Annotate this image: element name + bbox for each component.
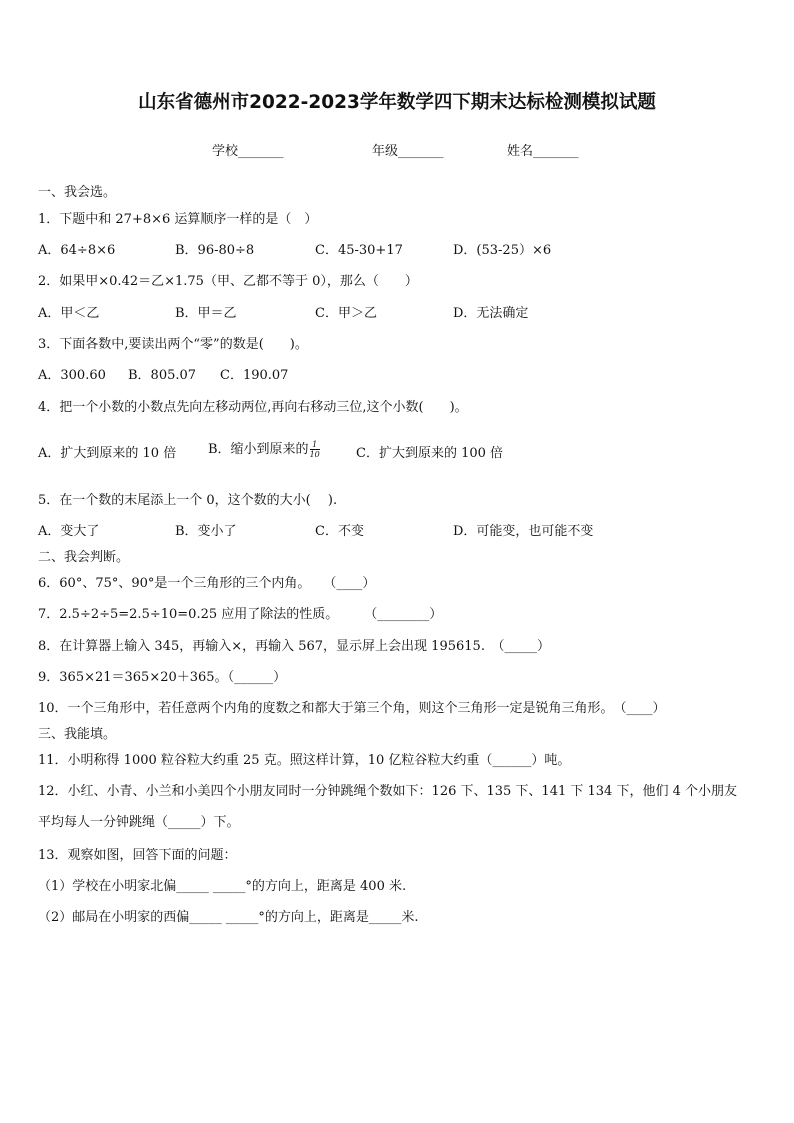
section-heading-judge: 二、我会判断。 <box>38 550 130 565</box>
q5-option-b: B．变小了 <box>175 524 237 539</box>
question-7: 7．2.5÷2÷5=2.5÷10=0.25 应用了除法的性质。 （________） <box>38 607 443 622</box>
q1-option-b: B．96-80÷8 <box>175 243 255 258</box>
q1-option-d: D．(53-25）×6 <box>453 243 552 258</box>
question-10: 10．一个三角形中，若任意两个内角的度数之和都大于第三个角，则这个三角形一定是锐角三角形。 （____） <box>38 701 666 716</box>
fraction-one-tenth <box>310 440 320 459</box>
q4-option-b <box>208 438 321 459</box>
q2-option-d: D．无法确定 <box>453 306 529 321</box>
question-2: 2．如果甲×0.42＝乙×1.75（甲、乙都不等于 0），那么（ ） <box>38 274 418 289</box>
q5-option-d: D．可能变，也可能不变 <box>453 524 594 539</box>
q4-option-a: A．扩大到原来的 10 倍 <box>38 446 177 461</box>
school-field: 学校_______ <box>212 144 284 159</box>
q5-option-a: A．变大了 <box>38 524 100 539</box>
grade-field: 年级_______ <box>372 144 444 159</box>
question-6: 6．60°、75°、90°是一个三角形的三个内角。 （____） <box>38 576 376 591</box>
page-title: 山东省德州市2022-2023学年数学四下期末达标检测模拟试题 <box>138 92 656 113</box>
section-heading-choice: 一、我会选。 <box>38 185 117 200</box>
question-8: 8．在计算器上输入 345，再输入×，再输入 567，显示屏上会出现 195615. （_____） <box>38 639 550 654</box>
q3-option-a: A．300.60 <box>38 368 106 383</box>
question-1: 1．下题中和 27+8×6 运算顺序一样的是（ ） <box>38 212 318 227</box>
q2-option-b: B．甲＝乙 <box>175 306 237 321</box>
fraction-denominator: 10 <box>309 450 320 459</box>
q2-option-c: C．甲＞乙 <box>315 306 377 321</box>
q4-option-c: C．扩大到原来的 100 倍 <box>356 446 504 461</box>
name-field: 姓名_______ <box>507 144 579 159</box>
q3-option-c: C．190.07 <box>220 368 289 383</box>
q1-option-c: C．45-30+17 <box>315 243 403 258</box>
question-13-part-2: （2）邮局在小明家的西偏_____ _____°的方向上，距离是_____米. <box>38 910 419 925</box>
section-heading-fill: 三、我能填。 <box>38 727 117 742</box>
q1-option-a: A．64÷8×6 <box>38 243 116 258</box>
question-11: 11．小明称得 1000 粒谷粒大约重 25 克。照这样计算，10 亿粒谷粒大约重（______）吨。 <box>38 753 571 768</box>
question-9: 9．365×21＝365×20＋365。（______） <box>38 670 287 685</box>
question-5: 5．在一个数的末尾添上一个 0，这个数的大小( ). <box>38 493 338 508</box>
question-12-line-1: 12．小红、小青、小兰和小美四个小朋友同时一分钟跳绳个数如下：126 下、135 下、141 下 134 下，他们 4 个小朋友 <box>38 784 737 799</box>
q2-option-a: A．甲＜乙 <box>38 306 100 321</box>
q3-option-b: B．805.07 <box>128 368 197 383</box>
question-4: 4．把一个小数的小数点先向左移动两位,再向右移动三位,这个小数( )。 <box>38 400 468 415</box>
q4-option-b-label: B．缩小到原来的 <box>208 442 309 457</box>
q5-option-c: C．不变 <box>315 524 364 539</box>
question-3: 3．下面各数中,要读出两个“零”的数是( )。 <box>38 337 308 352</box>
question-12-line-2: 平均每人一分钟跳绳（_____）下。 <box>38 815 240 830</box>
fraction-numerator: 1 <box>310 440 320 450</box>
question-13-part-1: （1）学校在小明家北偏_____ _____°的方向上，距离是 400 米. <box>38 879 407 894</box>
question-13: 13．观察如图，回答下面的问题： <box>38 848 237 863</box>
